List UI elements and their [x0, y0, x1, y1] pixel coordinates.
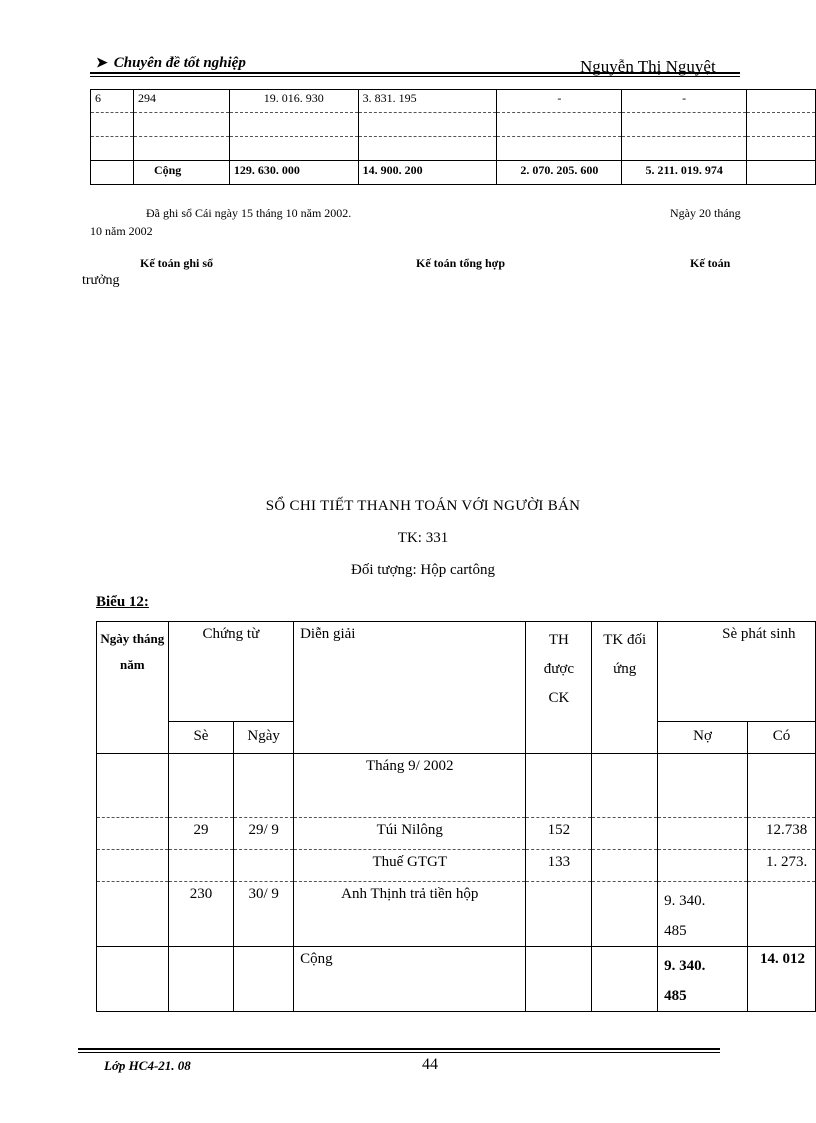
table-cell — [358, 137, 497, 161]
table-cell — [133, 113, 229, 137]
table-cell: 1. 273. — [747, 850, 815, 882]
total-row — [91, 161, 816, 185]
ledger-account: TK: 331 — [397, 530, 449, 546]
header-voucher: Chứng từ — [168, 622, 293, 722]
table-cell: - — [622, 89, 747, 113]
table-cell — [592, 818, 658, 850]
table-cell — [622, 113, 747, 137]
table-cell — [91, 161, 134, 185]
table-cell: 29/ 9 — [234, 818, 294, 850]
table-cell — [91, 137, 134, 161]
table-cell — [497, 113, 622, 137]
table-row — [91, 89, 816, 113]
table-cell: - — [497, 89, 622, 113]
table-cell: Túi Nilông — [294, 818, 526, 850]
month-row — [97, 754, 816, 818]
page-number: 44 — [422, 1056, 438, 1073]
summary-table — [90, 89, 816, 185]
header-credit: Có — [747, 722, 815, 754]
table-cell: 230 — [168, 882, 234, 947]
table-cell — [747, 89, 816, 113]
table-cell — [234, 850, 294, 882]
table-cell: 19. 016. 930 — [229, 89, 358, 113]
table-cell: 29 — [168, 818, 234, 850]
table-cell — [168, 850, 234, 882]
table-cell — [229, 113, 358, 137]
table-cell — [747, 754, 815, 818]
ledger-label: Biểu 12: — [96, 594, 149, 610]
table-cell — [658, 818, 748, 850]
table-cell: 2. 070. 205. 600 — [497, 161, 622, 185]
recorded-note: Đã ghi sổ Cái ngày 15 tháng 10 năm 2002. — [146, 206, 352, 220]
table-row — [97, 882, 816, 947]
table-cell: 3. 831. 195 — [358, 89, 497, 113]
table-cell — [168, 754, 234, 818]
table-row — [97, 818, 816, 850]
table-cell — [168, 947, 234, 1012]
footer-rule — [78, 1048, 720, 1050]
signature-chief-accountant: Kế toán — [690, 256, 731, 270]
table-cell — [747, 137, 816, 161]
header-arising: Sè phát sinh — [658, 622, 816, 722]
ledger-object: Đối tượng: Hộp cartông — [351, 562, 495, 578]
table-cell: 5. 211. 019. 974 — [622, 161, 747, 185]
table-cell — [358, 113, 497, 137]
header-left-text: Chuyên đề tốt nghiệp — [113, 55, 246, 71]
table-cell — [97, 882, 169, 947]
table-cell — [526, 882, 592, 947]
table-cell — [234, 754, 294, 818]
table-cell: 6 — [91, 89, 134, 113]
ledger-title: SỔ CHI TIẾT THANH TOÁN VỚI NGƯỜI BÁN — [265, 498, 581, 514]
table-row — [91, 113, 816, 137]
footer-rule-thin — [78, 1052, 720, 1053]
table-cell — [133, 137, 229, 161]
header-voucher-no: Sè — [168, 722, 234, 754]
table-cell — [622, 137, 747, 161]
table-cell: Anh Thịnh trả tiền hộp — [294, 882, 526, 947]
footer-class: Lớp HC4-21. 08 — [104, 1058, 191, 1073]
date-note: Ngày 20 tháng — [670, 206, 741, 220]
table-cell — [592, 754, 658, 818]
table-cell — [97, 947, 169, 1012]
total-label: Cộng — [133, 161, 229, 185]
header-voucher-date: Ngày — [234, 722, 294, 754]
table-cell — [97, 818, 169, 850]
signature-bookkeeper: Kế toán ghi sổ — [140, 256, 214, 270]
table-cell — [658, 850, 748, 882]
total-credit: 14. 012 — [747, 947, 815, 1012]
table-cell — [747, 161, 816, 185]
table-cell: 14. 900. 200 — [358, 161, 497, 185]
table-cell — [229, 137, 358, 161]
arrow-bullet-icon: ➤ — [96, 56, 108, 71]
ledger-table — [96, 621, 816, 1012]
signature-general-accountant: Kế toán tổng hợp — [416, 256, 505, 270]
table-cell — [91, 113, 134, 137]
document-header-left — [96, 55, 246, 72]
header-th: TH được CK — [526, 622, 592, 754]
date-note-cont: 10 năm 2002 — [90, 224, 153, 238]
table-cell: 12.738 — [747, 818, 815, 850]
table-cell: 129. 630. 000 — [229, 161, 358, 185]
total-row — [97, 947, 816, 1012]
table-row — [91, 137, 816, 161]
table-cell — [234, 947, 294, 1012]
table-cell — [592, 882, 658, 947]
header-tk: TK đối ứng — [592, 622, 658, 754]
table-cell: 152 — [526, 818, 592, 850]
table-cell — [592, 850, 658, 882]
table-cell — [526, 754, 592, 818]
header-row — [97, 622, 816, 722]
signature-chief-accountant-cont: trưởng — [82, 273, 120, 288]
table-cell: 133 — [526, 850, 592, 882]
table-cell — [97, 850, 169, 882]
table-cell — [526, 947, 592, 1012]
header-rule — [90, 72, 740, 74]
table-cell — [658, 754, 748, 818]
header-debit: Nợ — [658, 722, 748, 754]
month-label: Tháng 9/ 2002 — [294, 754, 526, 818]
table-cell — [592, 947, 658, 1012]
table-cell — [747, 113, 816, 137]
total-debit: 9. 340. 485 — [658, 947, 748, 1012]
table-cell: 30/ 9 — [234, 882, 294, 947]
table-row — [97, 850, 816, 882]
header-description: Diễn giải — [294, 622, 526, 754]
table-cell — [97, 754, 169, 818]
table-cell: Thuế GTGT — [294, 850, 526, 882]
table-cell — [497, 137, 622, 161]
header-date: Ngày tháng năm — [97, 622, 169, 754]
table-cell: 294 — [133, 89, 229, 113]
header-rule-thin — [90, 76, 740, 77]
document-header-right: Nguyễn Thị Nguyệt — [580, 57, 716, 76]
total-label: Cộng — [294, 947, 526, 1012]
table-cell — [747, 882, 815, 947]
table-cell: 9. 340. 485 — [658, 882, 748, 947]
